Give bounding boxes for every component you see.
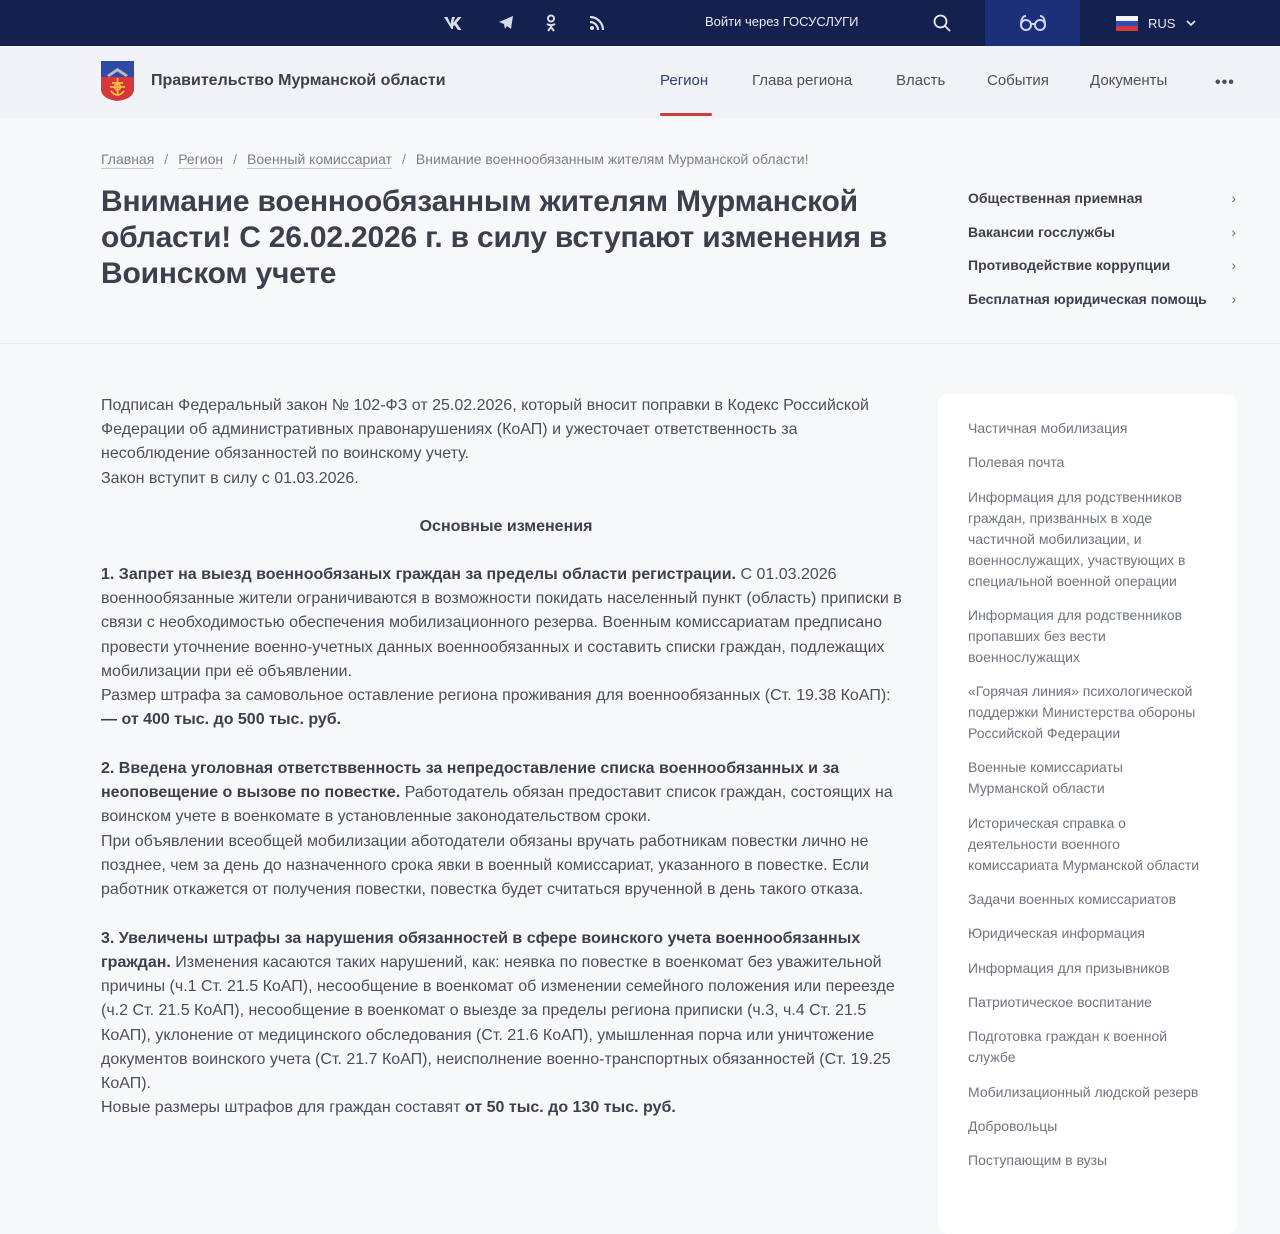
point-heading: 2. Введена уголовная ответстввенность за непредоставление списка военнообязанных и за неоповещение о вызове по повестке. (101, 760, 840, 802)
telegram-link[interactable] (494, 11, 518, 35)
side-menu-item[interactable]: Частичная мобилизация (968, 420, 1128, 436)
breadcrumb-current: Внимание военнообязанным жителям Мурманской области! (415, 151, 809, 167)
quick-link-label: Противодействие коррупции (968, 257, 1171, 273)
nav-events[interactable]: События (987, 72, 1049, 89)
side-menu-item[interactable]: Патриотическое воспитание (968, 993, 1152, 1010)
odnoklassniki-link[interactable] (539, 11, 563, 35)
change-point-2 (101, 757, 911, 902)
quick-link-label: Вакансии госслужбы (968, 223, 1115, 240)
fine-amount: — от 400 тыс. до 500 тыс. руб. (101, 711, 342, 729)
title-section (0, 118, 1280, 344)
side-menu-item[interactable]: «Горячая линия» психологической поддержки Министерства обороны Российской Федерации (968, 683, 1196, 742)
visually-impaired-button[interactable] (985, 0, 1080, 46)
glasses-icon (1019, 15, 1047, 31)
rss-link[interactable] (585, 11, 609, 35)
side-menu-item[interactable]: Поступающим в вузы (968, 1152, 1108, 1169)
point-text: С 01.03.2026 военнообязанные жители ограничиваются в возможности покидать населенный пункт (область) приписки в связи с необходимостью обеспечения мобилизационного резерва. Военным комиссариатам предписано провести уточнение военно-учетных данных военнообязанных и составить списки граждан, подлежащих мобилизации при её объявлении. (101, 566, 902, 680)
quick-link-legal-aid[interactable] (968, 291, 1238, 325)
article-body (101, 394, 911, 1145)
point-heading: 1. Запрет на выезд военнообязаных граждан за пределы области регистрации. (101, 566, 737, 584)
breadcrumb-military-commissariat[interactable]: Военный комиссариат (247, 151, 392, 167)
section-side-menu (938, 394, 1237, 1234)
side-menu-item[interactable]: Информация для родственников пропавших без вести военнослужащих (968, 606, 1183, 665)
chevron-right-icon: › (1231, 190, 1236, 206)
breadcrumb-separator: / (401, 151, 406, 167)
breadcrumb (101, 151, 808, 169)
point-text: Изменения касаются таких нарушений, как: неявка по повестке в военкомат без уважительной причины (ч.1 Ст. 21.5 КоАП), несообщение в военкомат об изменении семейного положения или переезде (ч.2 Ст. 21.5 КоАП), несообщение в военкомат о выезде за пределы региона приписки (ч.3, ч.4 Ст. 21.5 КоАП), уклонение от медицинского обследования (Ст. 21.6 КоАП), умышленная порча или уничтожение документов воинского учета (Ст. 21.7 КоАП), неисполнение военно-транспортных обязанностей (Ст. 19.25 КоАП). (101, 954, 895, 1093)
point-extra: Новые размеры штрафов для граждан составят (101, 1099, 465, 1117)
quick-link-label: Общественная приемная (968, 190, 1143, 206)
coat-of-arms-icon (101, 61, 134, 101)
nav-documents[interactable]: Документы (1090, 72, 1168, 89)
side-menu-item[interactable]: Информация для призывников (968, 959, 1170, 976)
chevron-right-icon: › (1231, 223, 1236, 240)
site-header (0, 46, 1280, 118)
breadcrumb-separator: / (164, 151, 169, 167)
quick-link-public-reception[interactable] (968, 190, 1238, 224)
side-menu-item[interactable]: Добровольцы (968, 1117, 1058, 1134)
more-menu-button[interactable]: ••• (1215, 74, 1235, 91)
side-menu-item[interactable]: Историческая справка о деятельности военного комиссариата Мурманской области (968, 814, 1200, 873)
search-icon (933, 14, 951, 32)
fine-amount: от 50 тыс. до 130 тыс. руб. (464, 1099, 676, 1117)
side-menu-item[interactable]: Подготовка граждан к военной службе (968, 1028, 1168, 1066)
change-point-1 (101, 563, 911, 732)
intro-paragraph: Подписан Федеральный закон № 102-ФЗ от 25.02.2026, который вносит поправки в Кодекс Российской Федерации об административных правонарушениях (КоАП) и ужесточает ответственность за несоблюдение обязанностей по воинскому учету. (101, 397, 869, 463)
breadcrumb-home[interactable]: Главная (101, 151, 155, 167)
section-heading: Основные изменения (419, 517, 593, 535)
nav-region[interactable]: Регион (660, 72, 709, 89)
chevron-right-icon: › (1231, 257, 1236, 273)
nav-head-of-region[interactable]: Глава региона (752, 72, 853, 89)
chevron-right-icon: › (1231, 290, 1236, 307)
point-extra: Размер штрафа за самовольное оставление региона проживания для военнообязанных (Ст. 19.38 КоАП): (101, 687, 891, 705)
point-heading: 3. Увеличены штрафы за нарушения обязанностей в сфере воинского учета военнообязанных граждан. (101, 929, 861, 972)
page-title: Внимание военнообязанным жителям Мурманской области! С 26.02.2026 г. в силу вступают изменения в Воинском учете (101, 185, 888, 290)
language-selector[interactable] (1116, 0, 1197, 46)
odnoklassniki-icon (545, 14, 557, 32)
vk-link[interactable] (442, 11, 466, 35)
point-text: Работодатель обязан предоставит список граждан, состоящих на воинском учете в военкомате в установленные законодательством сроки. (101, 784, 893, 826)
effective-date-paragraph: Закон вступит в силу с 01.03.2026. (101, 469, 359, 487)
breadcrumb-region[interactable]: Регион (178, 151, 224, 167)
quick-links (968, 190, 1238, 324)
brand-title: Правительство Мурманской области (151, 72, 446, 89)
top-bar (0, 0, 1280, 46)
breadcrumb-separator: / (233, 151, 238, 167)
active-nav-indicator (660, 113, 712, 116)
point-extra: При объявлении всеобщей мобилизации аботодатели обязаны вручать работникам повестки лично не позднее, чем за день до назначенного срока явки в военный комиссариат, указанного в повестке. Если работник откажется от получения повестки, повестка будет считаться врученной в день такого отказа. (101, 832, 869, 899)
side-menu-item[interactable]: Юридическая информация (968, 925, 1145, 942)
quick-link-anti-corruption[interactable] (968, 257, 1238, 291)
vk-icon (443, 16, 465, 30)
side-menu-item[interactable]: Мобилизационный людской резерв (968, 1083, 1199, 1100)
rss-icon (589, 15, 605, 31)
side-menu-item[interactable]: Полевая почта (968, 454, 1065, 471)
side-menu-item[interactable]: Информация для родственников граждан, призванных в ходе частичной мобилизации, и военнослужащих, участвующих в специальной военной операции (968, 488, 1186, 589)
gosuslugi-login-link[interactable]: Войти через ГОСУСЛУГИ (705, 14, 859, 29)
chevron-down-icon (1185, 19, 1197, 27)
side-menu-item[interactable]: Задачи военных комиссариатов (968, 891, 1177, 908)
change-point-3 (101, 927, 911, 1121)
coat-of-arms-logo[interactable] (101, 61, 134, 101)
nav-authority[interactable]: Власть (896, 72, 946, 89)
side-menu-item[interactable]: Военные комиссариаты Мурманской области (968, 759, 1123, 797)
search-button[interactable] (930, 11, 954, 35)
quick-link-label: Бесплатная юридическая помощь (968, 290, 1207, 307)
quick-link-vacancies[interactable] (968, 224, 1238, 258)
language-label: RUS (1148, 15, 1176, 31)
telegram-icon (498, 15, 514, 31)
russia-flag-icon (1116, 16, 1138, 31)
